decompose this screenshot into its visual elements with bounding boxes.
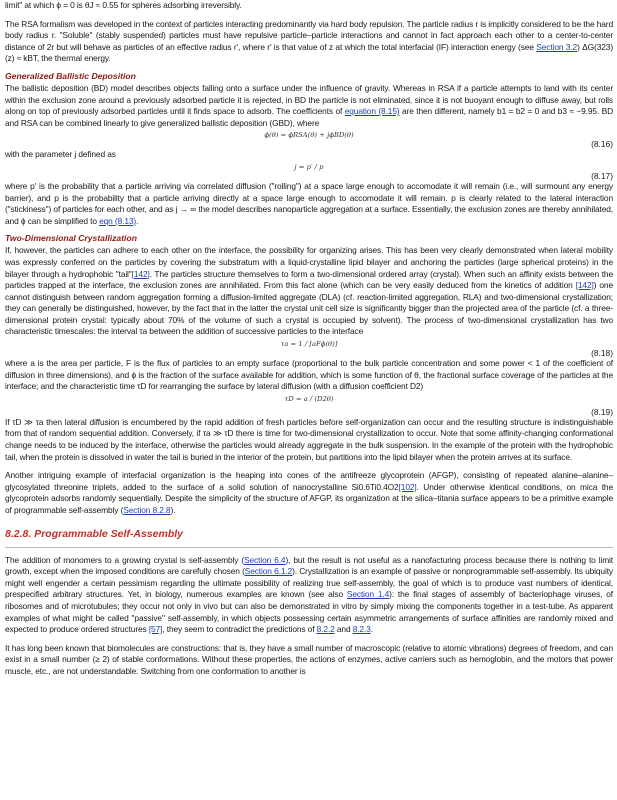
link-equation-8-15[interactable]: equation (8.15) (344, 106, 400, 117)
tdc-paragraph (5, 470, 613, 516)
heading-generalized-ballistic-deposition: Generalized Ballistic Deposition (5, 70, 136, 81)
reference-link-57[interactable]: [57] (148, 624, 163, 635)
text-run: where p′ is the probability that a particle arriving via correlated diffusion ("rolling") at a space large enough to accomodate it will remain (i.e., will surmount any energy barrier), and p is the probability that a particle arriving directly at a space large enough to accomodate it will remain. p is clearly related to the lateral interaction ("stickiness") of particles for each other, and as j → ∞ the model describes nanoparticle aggregation at a surface. Essentially, the exclusion zones are thereby annihilated, and ϕ can be simplified to (5, 180, 613, 226)
text-run: are then different, namely b1 = b2 = 0 and b3 ≈ −9.95. BD and RSA can be combined linearly to give generalized ballistic deposition (GBD), where (5, 106, 613, 128)
link-section-8-2-3[interactable]: 8.2.3 (352, 624, 371, 635)
gbd-paragraph (5, 181, 613, 227)
equation-expression: τD = a / (D2θ) (284, 394, 334, 403)
text-run: The ballistic deposition (BD) model describes objects falling onto a surface under the influence of gravity. Whereas in RSA if a particle attempts to land with its center within the exclusion zone around a previously adsorbed particle it is rejected, in BD the particle is not eliminated, since it is not buoyant enough to diffuse away, but rolls along on top of previously adsorbed particles until it finds space to adsorb. The coefficients of (5, 82, 613, 117)
link-section-8-2-8[interactable]: Section 8.2.8 (123, 505, 171, 515)
text-run: ): the final stages of assembly of bacteriophage viruses, of ribosomes and of microtubules; they occur not only in vivo but can also be demonstrated in vitro by simply mixing the components together in a test-tube. As apparent examples of what might be called "passive" self-assembly, in which objects possessing certain asymmetric arrangements of surface affinities are randomly mixed and expected to produce ordered structures (5, 589, 613, 635)
equation-number: (8.19) (591, 406, 613, 417)
text-run: . (136, 215, 139, 226)
text-run: ). Crystallization is an example of passive or nonprogrammable self-assembly. Its ubiquity might well engender a certain pessimism regarding the ultimate possibility of realizing true self-assembly, the goal of which is to produce vast numbers of identical, prespecified arbitrary structures. Yet, in biology, numerous examples are known (see also (5, 566, 613, 600)
text-run: ) ΔG(323)(z) ≈ kBT, the thermal energy. (5, 41, 613, 64)
text-run: If, however, the particles can adhere to each other on the interface, the possibility for organizing arises. This has been very clearly demonstrated when lateral mobility was expressly conferred on the particles by covering the substratum with a liquid-crystalline lipid bilayer and anchoring the particles (large spherical proteins) in the bilayer through a hydrophobic "tail" (5, 245, 613, 279)
equation-expression: τa = 1 / [aFϕ(θ)] (280, 340, 338, 349)
psa-paragraph: It has long been known that biomolecules are constructions: that is, they have a small number of macroscopic (relative to atomic vibrations) degrees of freedom, and can exist in a small number (≥ 2) of stable conformations. Without these properties, the actions of enzymes, active carriers such as hemoglobin, and the motors that power muscle, etc., are not understandable. Switching from one conformation to another is (5, 642, 613, 676)
equation-8-19 (5, 393, 613, 417)
link-section-3-2[interactable]: Section 3.2 (536, 41, 578, 52)
tdc-paragraph: If τD ≫ τa then lateral diffusion is encumbered by the rapid addition of fresh particles before self-organization can occur and the resulting structure is indistinguishable from that of random sequential addition. Conversely, if τa ≫ τD there is time for two-dimensional crystallization to occur. Note that some affinity-changing conformational change needs to be induced by the interface, otherwise the particles would already aggregate in the bulk suspension. In the example of the protein with the hydrophobic tail, when the protein is dissolved in water the tail is buried in the interior of the protein, but partitions into the lipid bilayer when the protein arrives at its surface. (5, 416, 613, 462)
link-section-6-1-2[interactable]: Section 6.1.2 (244, 566, 293, 577)
equation-8-16 (5, 129, 613, 149)
text-run: . The particles structure themselves to form a two-dimensional ordered array (crystal). When such an affinity exists between the particles trapped at the interface, the exclusion zones are annihilated. From this fact alone (which can be very easily deduced from the kinetics of addition (5, 268, 613, 291)
rsa-paragraph (5, 19, 613, 65)
top-line: limit" at which ϕ = 0 is θJ ≈ 0.55 for spheres adsorbing irreversibly. (5, 0, 242, 10)
equation-expression: j = p′ / p (294, 162, 324, 171)
link-section-1-4[interactable]: Section 1.4 (346, 589, 390, 600)
section-divider (5, 547, 613, 548)
text-run: ) one cannot distinguish between random aggregation forming a diffusion-limited aggregate (DLA) (cf. reaction-limited aggregation, RLA) and two-dimensional crystallization; they can generally be distinguished, however, by the fact that in the latter the crystal unit cell size is significantly bigger than the projected area of the particle (cf. a three-dimensional protein crystal: typically about 70% of the volume of such a crystal is occupied by solvent). The process of two-dimensional crystallization has two characteristic timescales: the interval τa between the addition of successive particles to the interface (5, 280, 613, 337)
text-run: The RSA formalism was developed in the context of particles interacting predominantly via hard body repulsion. The particle radius r is implicitly considered to be the hard body radius r. "Soluble" (stably suspended) particles must have repulsive particle–particle interactions and cannot in fact approach each other to a center-to-center distance of 2r but will behave as particles of an effective radius r′, where r′ is that value of z at which the total interfacial (IF) interaction energy (see (5, 18, 613, 52)
page (5, 0, 613, 678)
heading-programmable-self-assembly: 8.2.8. Programmable Self-Assembly (5, 527, 183, 540)
equation-number: (8.16) (591, 139, 613, 150)
link-section-8-2-2[interactable]: 8.2.2 (316, 624, 335, 635)
text-run: . Under otherwise identical conditions, on mica the glycoprotein adsorbs randomly sequentially. Despite the simplicity of the structure of AFGP, its organization at the silica–titania surface appears to be a primitive example of programmable self-assembly ( (5, 481, 613, 515)
text-run: ), but the result is not useful as a nanofacturing process because there is nothing to limit growth, except when the imposed conditions are carefully chosen ( (5, 554, 614, 577)
link-eqn-8-13[interactable]: eqn (8.13) (99, 215, 137, 226)
reference-link-142[interactable]: [142] (575, 280, 594, 291)
equation-number: (8.18) (591, 348, 613, 359)
psa-paragraph (5, 555, 613, 636)
text-run: ). (170, 505, 176, 515)
equation-8-17 (5, 161, 613, 181)
text-run: . (370, 624, 373, 635)
link-section-6-4[interactable]: Section 6.4 (244, 554, 286, 565)
gbd-paragraph: with the parameter j defined as (5, 149, 116, 160)
heading-two-dimensional-crystallization: Two-Dimensional Crystallization (5, 233, 137, 244)
reference-link-142[interactable]: [142] (131, 268, 150, 279)
text-run: and (334, 624, 353, 635)
text-run: Another intriguing example of interfacial organization is the heaping into cones of the antifreeze glycoprotein (AFGP), consisting of repeated alanine–alanine–glycosylated threonine triplets, added to the surface of a solid solution of nanocrystalline Si0.6Ti0.4O2 (5, 470, 613, 492)
equation-expression: ϕ(θ) = ϕRSA(θ) + jϕBD(θ) (264, 131, 354, 140)
equation-number: (8.17) (591, 170, 613, 181)
tdc-paragraph: where a is the area per particle, F is the flux of particles to an empty surface (proportional to the bulk particle concentration and some power < 1 of the coefficient of diffusion in three dimensions), and ϕ is the fraction of the surface available for addition, which is some function of θ, the fractional surface coverage of the particles at the interface; and the characteristic time τD for rearranging the surface by lateral diffusion (with a diffusion coefficient D2) (5, 358, 613, 392)
text-run: The addition of monomers to a growing crystal is self-assembly ( (5, 554, 245, 565)
gbd-paragraph (5, 83, 613, 129)
tdc-paragraph (5, 245, 613, 338)
equation-8-18 (5, 338, 613, 358)
text-run: , they seem to contradict the predictions of (162, 624, 317, 635)
reference-link-102[interactable]: [102] (398, 481, 417, 492)
